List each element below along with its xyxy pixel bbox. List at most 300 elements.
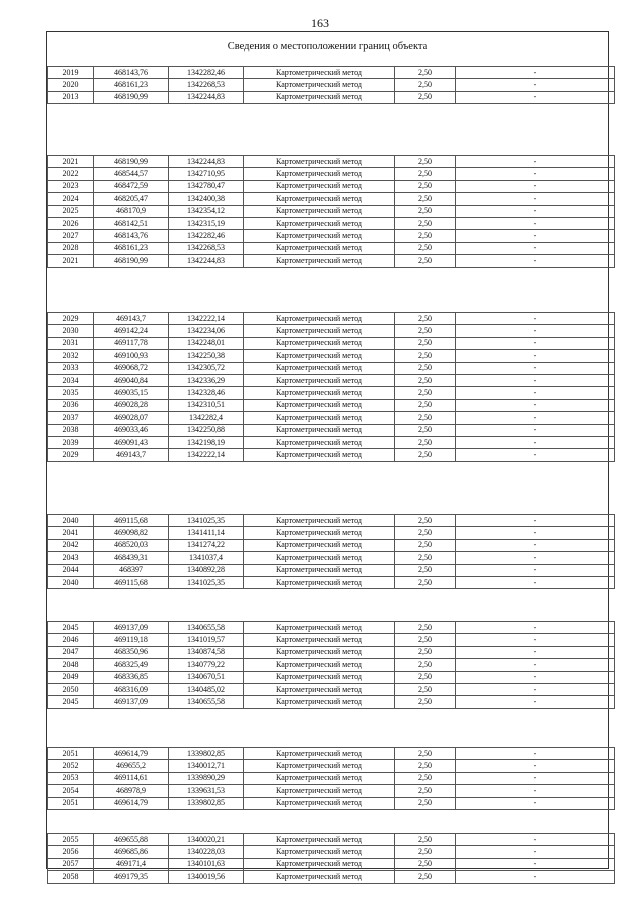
point-number-cell: 2022: [48, 168, 94, 180]
accuracy-cell: 2,50: [395, 527, 456, 539]
note-cell: -: [456, 255, 615, 267]
coord-y-cell: 1342244,83: [169, 156, 244, 168]
note-cell: -: [456, 576, 615, 588]
coord-x-cell: 468520,03: [94, 539, 169, 551]
accuracy-cell: 2,50: [395, 217, 456, 229]
note-cell: -: [456, 313, 615, 325]
note-cell: -: [456, 622, 615, 634]
table-row: [48, 527, 615, 539]
coord-y-cell: 1340020,21: [169, 834, 244, 846]
accuracy-cell: 2,50: [395, 337, 456, 349]
point-number-cell: 2020: [48, 79, 94, 91]
accuracy-cell: 2,50: [395, 564, 456, 576]
coord-x-cell: 468190,99: [94, 91, 169, 103]
coordinate-table-5: [47, 621, 615, 709]
coord-y-cell: 1341019,57: [169, 634, 244, 646]
table-row: [48, 67, 615, 79]
coord-y-cell: 1340228,03: [169, 846, 244, 858]
method-cell: Картометрический метод: [244, 646, 395, 658]
accuracy-cell: 2,50: [395, 748, 456, 760]
table-row: [48, 539, 615, 551]
method-cell: Картометрический метод: [244, 797, 395, 809]
coord-x-cell: 469100,93: [94, 350, 169, 362]
table-row: [48, 374, 615, 386]
point-number-cell: 2039: [48, 436, 94, 448]
note-cell: -: [456, 772, 615, 784]
coord-x-cell: 469143,7: [94, 313, 169, 325]
coord-x-cell: 468336,85: [94, 671, 169, 683]
point-number-cell: 2024: [48, 193, 94, 205]
point-number-cell: 2029: [48, 313, 94, 325]
table-row: [48, 168, 615, 180]
point-number-cell: 2051: [48, 797, 94, 809]
table-row: [48, 846, 615, 858]
coord-x-cell: 469142,24: [94, 325, 169, 337]
point-number-cell: 2031: [48, 337, 94, 349]
coord-y-cell: 1339631,53: [169, 785, 244, 797]
note-cell: -: [456, 449, 615, 461]
coord-x-cell: 469091,43: [94, 436, 169, 448]
point-number-cell: 2040: [48, 515, 94, 527]
point-number-cell: 2051: [48, 748, 94, 760]
note-cell: -: [456, 748, 615, 760]
coord-y-cell: 1342250,38: [169, 350, 244, 362]
method-cell: Картометрический метод: [244, 350, 395, 362]
point-number-cell: 2021: [48, 156, 94, 168]
table-row: [48, 785, 615, 797]
coord-x-cell: 469137,09: [94, 622, 169, 634]
table-row: [48, 180, 615, 192]
table-row: [48, 659, 615, 671]
coord-y-cell: 1340874,58: [169, 646, 244, 658]
coord-y-cell: 1340101,63: [169, 858, 244, 870]
note-cell: -: [456, 515, 615, 527]
coord-y-cell: 1342198,19: [169, 436, 244, 448]
coord-x-cell: 469098,82: [94, 527, 169, 539]
coord-y-cell: 1340012,71: [169, 760, 244, 772]
accuracy-cell: 2,50: [395, 552, 456, 564]
coordinate-table-3: [47, 312, 615, 462]
coord-y-cell: 1341025,35: [169, 515, 244, 527]
table-row: [48, 683, 615, 695]
table-row: [48, 205, 615, 217]
accuracy-cell: 2,50: [395, 846, 456, 858]
note-cell: -: [456, 374, 615, 386]
point-number-cell: 2032: [48, 350, 94, 362]
point-number-cell: 2023: [48, 180, 94, 192]
point-number-cell: 2019: [48, 67, 94, 79]
accuracy-cell: 2,50: [395, 772, 456, 784]
method-cell: Картометрический метод: [244, 858, 395, 870]
coord-y-cell: 1342268,53: [169, 242, 244, 254]
note-cell: -: [456, 242, 615, 254]
note-cell: -: [456, 79, 615, 91]
coord-y-cell: 1342336,29: [169, 374, 244, 386]
accuracy-cell: 2,50: [395, 362, 456, 374]
coord-y-cell: 1342222,14: [169, 313, 244, 325]
coord-y-cell: 1340485,02: [169, 683, 244, 695]
method-cell: Картометрический метод: [244, 683, 395, 695]
coord-x-cell: 468170,9: [94, 205, 169, 217]
note-cell: -: [456, 634, 615, 646]
table-row: [48, 797, 615, 809]
coord-y-cell: 1340655,58: [169, 622, 244, 634]
accuracy-cell: 2,50: [395, 858, 456, 870]
note-cell: -: [456, 91, 615, 103]
method-cell: Картометрический метод: [244, 168, 395, 180]
coord-x-cell: 469614,79: [94, 797, 169, 809]
note-cell: -: [456, 871, 615, 883]
table-row: [48, 387, 615, 399]
coord-y-cell: 1342248,01: [169, 337, 244, 349]
coord-y-cell: 1342244,83: [169, 91, 244, 103]
note-cell: -: [456, 156, 615, 168]
accuracy-cell: 2,50: [395, 576, 456, 588]
point-number-cell: 2050: [48, 683, 94, 695]
table-row: [48, 313, 615, 325]
method-cell: Картометрический метод: [244, 337, 395, 349]
coordinate-table-2: [47, 155, 615, 268]
method-cell: Картометрический метод: [244, 622, 395, 634]
coord-y-cell: 1342282,46: [169, 230, 244, 242]
note-cell: -: [456, 527, 615, 539]
note-cell: -: [456, 552, 615, 564]
accuracy-cell: 2,50: [395, 242, 456, 254]
method-cell: Картометрический метод: [244, 846, 395, 858]
coord-x-cell: 469171,4: [94, 858, 169, 870]
coord-y-cell: 1340892,28: [169, 564, 244, 576]
accuracy-cell: 2,50: [395, 168, 456, 180]
note-cell: -: [456, 205, 615, 217]
method-cell: Картометрический метод: [244, 242, 395, 254]
coord-y-cell: 1342328,46: [169, 387, 244, 399]
method-cell: Картометрический метод: [244, 515, 395, 527]
table-row: [48, 91, 615, 103]
accuracy-cell: 2,50: [395, 79, 456, 91]
point-number-cell: 2045: [48, 696, 94, 708]
accuracy-cell: 2,50: [395, 449, 456, 461]
point-number-cell: 2042: [48, 539, 94, 551]
accuracy-cell: 2,50: [395, 696, 456, 708]
point-number-cell: 2013: [48, 91, 94, 103]
table-row: [48, 325, 615, 337]
coord-x-cell: 468472,59: [94, 180, 169, 192]
coord-y-cell: 1342222,14: [169, 449, 244, 461]
coord-x-cell: 468143,76: [94, 67, 169, 79]
coord-x-cell: 469117,78: [94, 337, 169, 349]
note-cell: -: [456, 230, 615, 242]
table-row: [48, 337, 615, 349]
table-row: [48, 449, 615, 461]
note-cell: -: [456, 696, 615, 708]
point-number-cell: 2054: [48, 785, 94, 797]
coord-x-cell: 468978,9: [94, 785, 169, 797]
coord-y-cell: 1339890,29: [169, 772, 244, 784]
accuracy-cell: 2,50: [395, 350, 456, 362]
point-number-cell: 2030: [48, 325, 94, 337]
method-cell: Картометрический метод: [244, 696, 395, 708]
point-number-cell: 2035: [48, 387, 94, 399]
accuracy-cell: 2,50: [395, 634, 456, 646]
coord-y-cell: 1339802,85: [169, 797, 244, 809]
coord-y-cell: 1342234,06: [169, 325, 244, 337]
accuracy-cell: 2,50: [395, 67, 456, 79]
method-cell: Картометрический метод: [244, 564, 395, 576]
coord-y-cell: 1340655,58: [169, 696, 244, 708]
table-row: [48, 217, 615, 229]
coord-x-cell: 469137,09: [94, 696, 169, 708]
coord-x-cell: 468544,57: [94, 168, 169, 180]
note-cell: -: [456, 325, 615, 337]
accuracy-cell: 2,50: [395, 325, 456, 337]
accuracy-cell: 2,50: [395, 834, 456, 846]
method-cell: Картометрический метод: [244, 424, 395, 436]
note-cell: -: [456, 193, 615, 205]
coord-y-cell: 1341025,35: [169, 576, 244, 588]
method-cell: Картометрический метод: [244, 217, 395, 229]
point-number-cell: 2043: [48, 552, 94, 564]
point-number-cell: 2057: [48, 858, 94, 870]
point-number-cell: 2026: [48, 217, 94, 229]
method-cell: Картометрический метод: [244, 760, 395, 772]
method-cell: Картометрический метод: [244, 576, 395, 588]
coord-y-cell: 1342305,72: [169, 362, 244, 374]
coord-y-cell: 1342268,53: [169, 79, 244, 91]
table-row: [48, 350, 615, 362]
method-cell: Картометрический метод: [244, 67, 395, 79]
note-cell: -: [456, 67, 615, 79]
coord-x-cell: 469655,2: [94, 760, 169, 772]
method-cell: Картометрический метод: [244, 772, 395, 784]
accuracy-cell: 2,50: [395, 760, 456, 772]
accuracy-cell: 2,50: [395, 387, 456, 399]
coord-y-cell: 1341411,14: [169, 527, 244, 539]
coord-x-cell: 468161,23: [94, 242, 169, 254]
coord-x-cell: 468143,76: [94, 230, 169, 242]
coord-x-cell: 468439,31: [94, 552, 169, 564]
point-number-cell: 2055: [48, 834, 94, 846]
table-row: [48, 858, 615, 870]
method-cell: Картометрический метод: [244, 834, 395, 846]
accuracy-cell: 2,50: [395, 91, 456, 103]
point-number-cell: 2040: [48, 576, 94, 588]
accuracy-cell: 2,50: [395, 156, 456, 168]
coord-x-cell: 469035,15: [94, 387, 169, 399]
coord-y-cell: 1342710,95: [169, 168, 244, 180]
accuracy-cell: 2,50: [395, 797, 456, 809]
coordinate-table-4: [47, 514, 615, 589]
coord-y-cell: 1342315,19: [169, 217, 244, 229]
note-cell: -: [456, 785, 615, 797]
note-cell: -: [456, 683, 615, 695]
point-number-cell: 2027: [48, 230, 94, 242]
accuracy-cell: 2,50: [395, 180, 456, 192]
accuracy-cell: 2,50: [395, 671, 456, 683]
table-row: [48, 696, 615, 708]
table-row: [48, 230, 615, 242]
accuracy-cell: 2,50: [395, 683, 456, 695]
accuracy-cell: 2,50: [395, 412, 456, 424]
note-cell: -: [456, 180, 615, 192]
coord-x-cell: 468325,49: [94, 659, 169, 671]
method-cell: Картометрический метод: [244, 449, 395, 461]
page-number: 163: [311, 16, 329, 30]
point-number-cell: 2021: [48, 255, 94, 267]
note-cell: -: [456, 387, 615, 399]
method-cell: Картометрический метод: [244, 193, 395, 205]
point-number-cell: 2036: [48, 399, 94, 411]
accuracy-cell: 2,50: [395, 230, 456, 242]
table-row: [48, 399, 615, 411]
method-cell: Картометрический метод: [244, 436, 395, 448]
table-row: [48, 552, 615, 564]
coordinate-table-7: [47, 833, 615, 884]
note-cell: -: [456, 350, 615, 362]
method-cell: Картометрический метод: [244, 748, 395, 760]
method-cell: Картометрический метод: [244, 313, 395, 325]
coord-x-cell: 469028,07: [94, 412, 169, 424]
note-cell: -: [456, 217, 615, 229]
coord-x-cell: 469040,84: [94, 374, 169, 386]
method-cell: Картометрический метод: [244, 871, 395, 883]
coord-x-cell: 468350,96: [94, 646, 169, 658]
table-row: [48, 871, 615, 883]
note-cell: -: [456, 337, 615, 349]
method-cell: Картометрический метод: [244, 552, 395, 564]
method-cell: Картометрический метод: [244, 156, 395, 168]
table-row: [48, 634, 615, 646]
coord-y-cell: 1341037,4: [169, 552, 244, 564]
note-cell: -: [456, 646, 615, 658]
accuracy-cell: 2,50: [395, 539, 456, 551]
method-cell: Картометрический метод: [244, 387, 395, 399]
note-cell: -: [456, 797, 615, 809]
accuracy-cell: 2,50: [395, 374, 456, 386]
coord-x-cell: 468190,99: [94, 255, 169, 267]
table-row: [48, 576, 615, 588]
note-cell: -: [456, 671, 615, 683]
coordinate-table-6: [47, 747, 615, 810]
document-sheet: [46, 31, 609, 881]
coord-x-cell: 469114,61: [94, 772, 169, 784]
accuracy-cell: 2,50: [395, 785, 456, 797]
method-cell: Картометрический метод: [244, 539, 395, 551]
coord-x-cell: 469119,18: [94, 634, 169, 646]
coord-y-cell: 1340019,56: [169, 871, 244, 883]
coord-x-cell: 468161,23: [94, 79, 169, 91]
table-row: [48, 412, 615, 424]
coord-x-cell: 468397: [94, 564, 169, 576]
coord-x-cell: 469115,68: [94, 576, 169, 588]
method-cell: Картометрический метод: [244, 412, 395, 424]
table-row: [48, 255, 615, 267]
point-number-cell: 2052: [48, 760, 94, 772]
method-cell: Картометрический метод: [244, 180, 395, 192]
method-cell: Картометрический метод: [244, 91, 395, 103]
note-cell: -: [456, 846, 615, 858]
note-cell: -: [456, 659, 615, 671]
accuracy-cell: 2,50: [395, 659, 456, 671]
note-cell: -: [456, 760, 615, 772]
point-number-cell: 2056: [48, 846, 94, 858]
note-cell: -: [456, 412, 615, 424]
coord-x-cell: 469028,28: [94, 399, 169, 411]
note-cell: -: [456, 436, 615, 448]
coord-y-cell: 1339802,85: [169, 748, 244, 760]
table-row: [48, 772, 615, 784]
coord-x-cell: 469115,68: [94, 515, 169, 527]
coord-y-cell: 1342354,12: [169, 205, 244, 217]
method-cell: Картометрический метод: [244, 362, 395, 374]
coord-x-cell: 469685,86: [94, 846, 169, 858]
coord-x-cell: 468190,99: [94, 156, 169, 168]
point-number-cell: 2048: [48, 659, 94, 671]
method-cell: Картометрический метод: [244, 399, 395, 411]
coord-y-cell: 1342244,83: [169, 255, 244, 267]
accuracy-cell: 2,50: [395, 313, 456, 325]
table-row: [48, 564, 615, 576]
point-number-cell: 2058: [48, 871, 94, 883]
point-number-cell: 2028: [48, 242, 94, 254]
accuracy-cell: 2,50: [395, 193, 456, 205]
accuracy-cell: 2,50: [395, 424, 456, 436]
coord-x-cell: 468316,09: [94, 683, 169, 695]
table-row: [48, 646, 615, 658]
point-number-cell: 2046: [48, 634, 94, 646]
point-number-cell: 2038: [48, 424, 94, 436]
table-row: [48, 193, 615, 205]
point-number-cell: 2041: [48, 527, 94, 539]
table-row: [48, 671, 615, 683]
table-row: [48, 436, 615, 448]
coord-x-cell: 468205,47: [94, 193, 169, 205]
coord-y-cell: 1342282,46: [169, 67, 244, 79]
table-row: [48, 424, 615, 436]
method-cell: Картометрический метод: [244, 659, 395, 671]
method-cell: Картометрический метод: [244, 255, 395, 267]
point-number-cell: 2053: [48, 772, 94, 784]
coord-x-cell: 469655,88: [94, 834, 169, 846]
note-cell: -: [456, 564, 615, 576]
point-number-cell: 2044: [48, 564, 94, 576]
table-row: [48, 242, 615, 254]
accuracy-cell: 2,50: [395, 515, 456, 527]
table-row: [48, 748, 615, 760]
accuracy-cell: 2,50: [395, 205, 456, 217]
point-number-cell: 2047: [48, 646, 94, 658]
table-row: [48, 760, 615, 772]
point-number-cell: 2049: [48, 671, 94, 683]
method-cell: Картометрический метод: [244, 325, 395, 337]
table-heading: Сведения о местоположении границ объекта: [227, 41, 428, 52]
coord-y-cell: 1342400,38: [169, 193, 244, 205]
table-row: [48, 515, 615, 527]
table-row: [48, 362, 615, 374]
note-cell: -: [456, 539, 615, 551]
accuracy-cell: 2,50: [395, 622, 456, 634]
coord-x-cell: 469614,79: [94, 748, 169, 760]
coord-y-cell: 1342250,88: [169, 424, 244, 436]
accuracy-cell: 2,50: [395, 255, 456, 267]
method-cell: Картометрический метод: [244, 230, 395, 242]
note-cell: -: [456, 362, 615, 374]
point-number-cell: 2025: [48, 205, 94, 217]
accuracy-cell: 2,50: [395, 871, 456, 883]
point-number-cell: 2033: [48, 362, 94, 374]
coord-x-cell: 469068,72: [94, 362, 169, 374]
note-cell: -: [456, 834, 615, 846]
accuracy-cell: 2,50: [395, 646, 456, 658]
